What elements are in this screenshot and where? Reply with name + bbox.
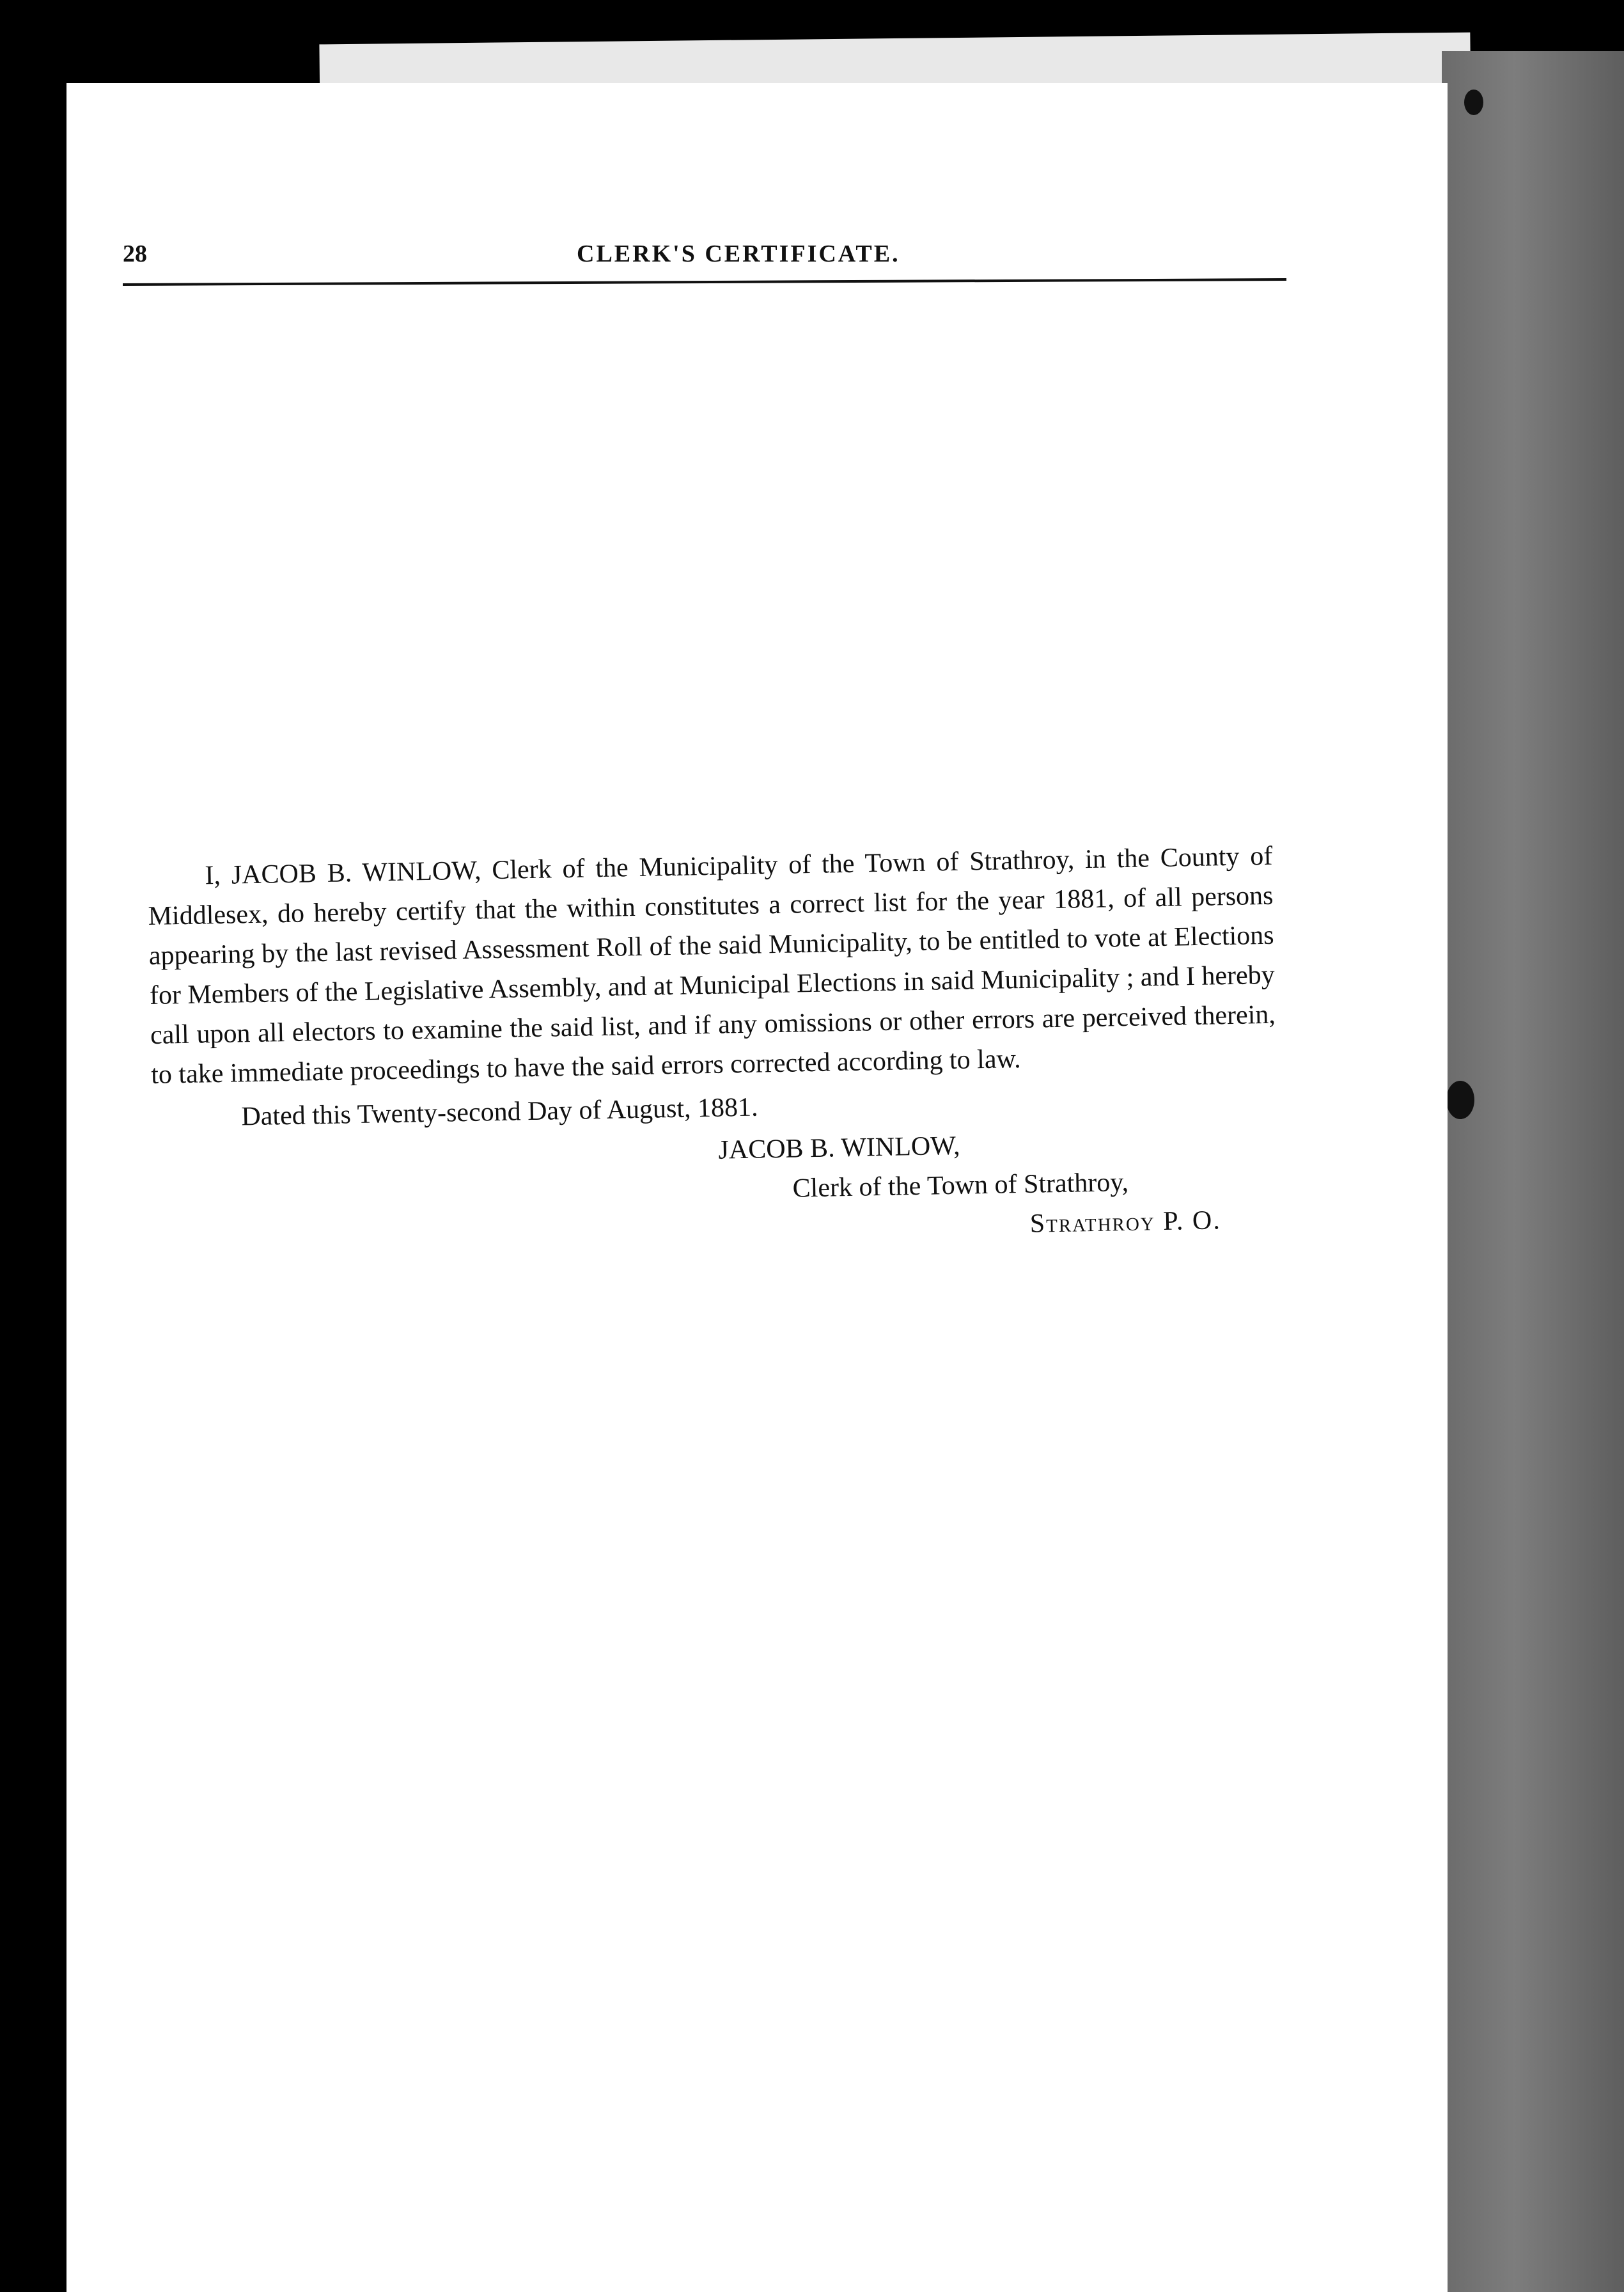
post-office: Strathroy P. O. bbox=[1029, 1205, 1222, 1239]
certificate-date: Dated this Twenty-second Day of August, 1881. bbox=[241, 1092, 758, 1132]
clerk-certificate bbox=[147, 836, 1279, 1260]
signatory-name: JACOB B. WINLOW, bbox=[718, 1131, 960, 1165]
ink-blot bbox=[1446, 1081, 1474, 1119]
page-number: 28 bbox=[123, 240, 147, 267]
signatory-title: Clerk of the Town of Strathroy, bbox=[792, 1167, 1129, 1204]
page-edge-strip bbox=[1442, 51, 1624, 2292]
ink-blot bbox=[1464, 90, 1483, 115]
page-title: CLERK'S CERTIFICATE. bbox=[577, 240, 900, 267]
certificate-body: I, JACOB B. WINLOW, Clerk of the Municipality of the Town of Strathroy, in the County of Middlesex, do hereby certify that the within constitutes a correct list for the year 1881, of all persons appearing by the last revised Assessment Roll of the said Municipality, to be entitled to vote at Elections for Members of the Legislative Assembly, and at Municipal Elections in said Municipality ; and I hereby call upon all electors to examine the said list, and if any omissions or other errors are perceived therein, to take immediate proceedings to have the said errors corrected according to law. bbox=[148, 841, 1276, 1090]
running-header bbox=[123, 240, 1286, 278]
